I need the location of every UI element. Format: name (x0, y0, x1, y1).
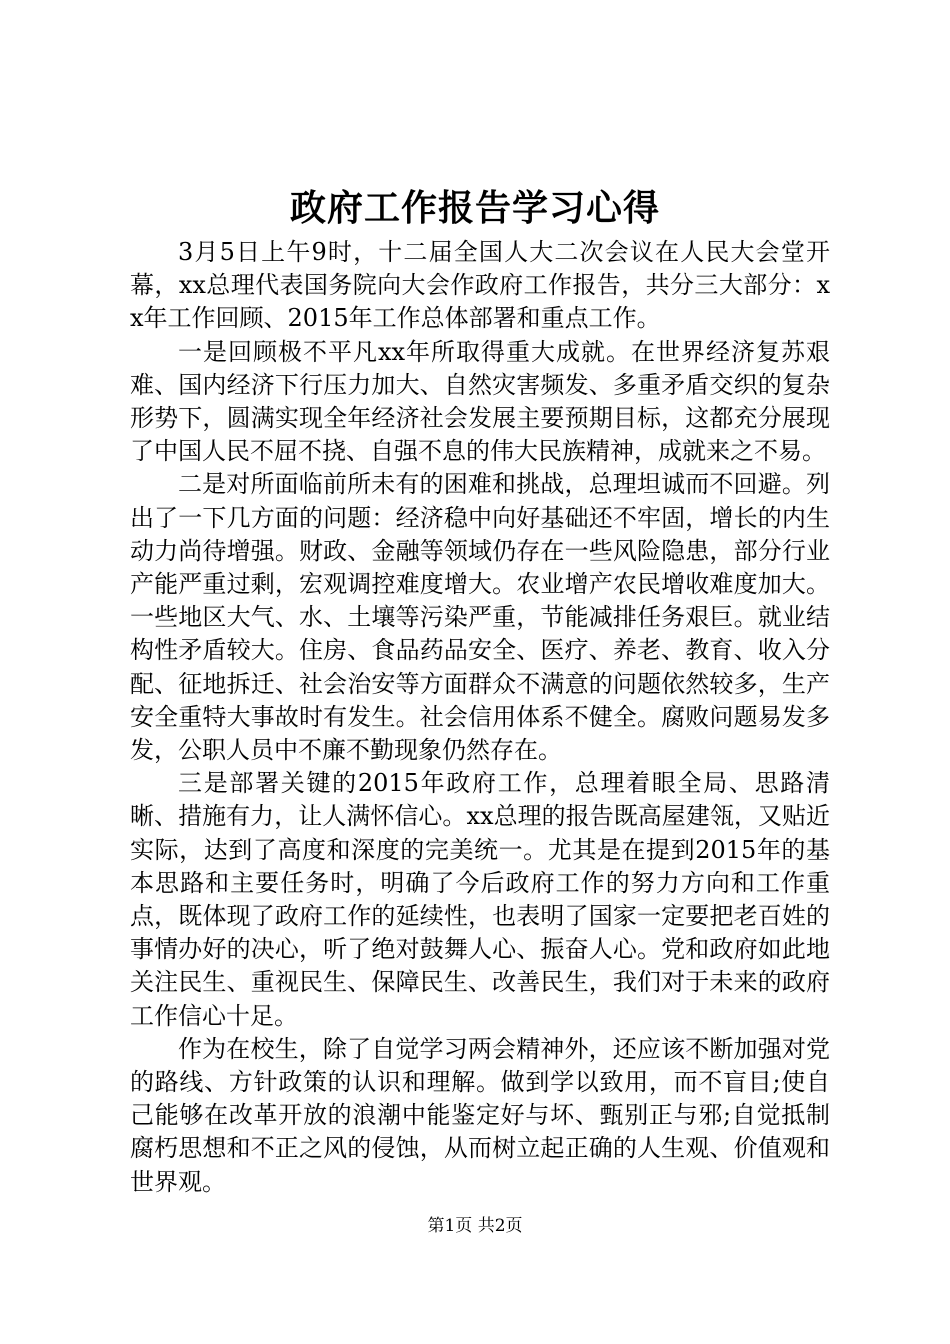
page-number-footer: 第1页 共2页 (427, 1216, 523, 1236)
paragraph-student-reflection: 作为在校生，除了自觉学习两会精神外，还应该不断加强对党的路线、方针政策的认识和理解。做到学以致用，而不盲目;使自己能够在改革开放的浪潮中能鉴定好与坏、甄别正与邪;自觉抵制腐朽思想和不正之风的侵蚀，从而树立起正确的人生观、价值观和世界观。 (130, 1034, 830, 1196)
paragraph-challenges: 二是对所面临前所未有的困难和挑战，总理坦诚而不回避。列出了一下几方面的问题：经济稳中向好基础还不牢固，增长的内生动力尚待增强。财政、金融等领域仍存在一些风险隐患，部分行业产能严重过剩，宏观调控难度增大。农业增产农民增收难度加大。一些地区大气、水、土壤等污染严重，节能减排任务艰巨。就业结构性矛盾较大。住房、食品药品安全、医疗、养老、教育、收入分配、征地拆迁、社会治安等方面群众不满意的问题依然较多，生产安全重特大事故时有发生。社会信用体系不健全。腐败问题易发多发，公职人员中不廉不勤现象仍然存在。 (130, 470, 830, 765)
paragraph-achievements: 一是回顾极不平凡xx年所取得重大成就。在世界经济复苏艰难、国内经济下行压力加大、自然灾害频发、多重矛盾交织的复杂形势下，圆满实现全年经济社会发展主要预期目标，这都充分展现了中国人民不屈不挠、自强不息的伟大民族精神，成就来之不易。 (130, 337, 830, 466)
document-body (130, 236, 830, 1199)
document-title: 政府工作报告学习心得 (289, 187, 660, 229)
paragraph-deployment: 三是部署关键的2015年政府工作，总理着眼全局、思路清晰、措施有力，让人满怀信心。xx总理的报告既高屋建瓴，又贴近实际，达到了高度和深度的完美统一。尤其是在提到2015年的基本思路和主要任务时，明确了今后政府工作的努力方向和工作重点，既体现了政府工作的延续性，也表明了国家一定要把老百姓的事情办好的决心，听了绝对鼓舞人心、振奋人心。党和政府如此地关注民生、重视民生、保障民生、改善民生，我们对于未来的政府工作信心十足。 (130, 769, 830, 1030)
paragraph-intro: 3月5日上午9时，十二届全国人大二次会议在人民大会堂开幕，xx总理代表国务院向大会作政府工作报告，共分三大部分：xx年工作回顾、2015年工作总体部署和重点工作。 (130, 238, 830, 333)
